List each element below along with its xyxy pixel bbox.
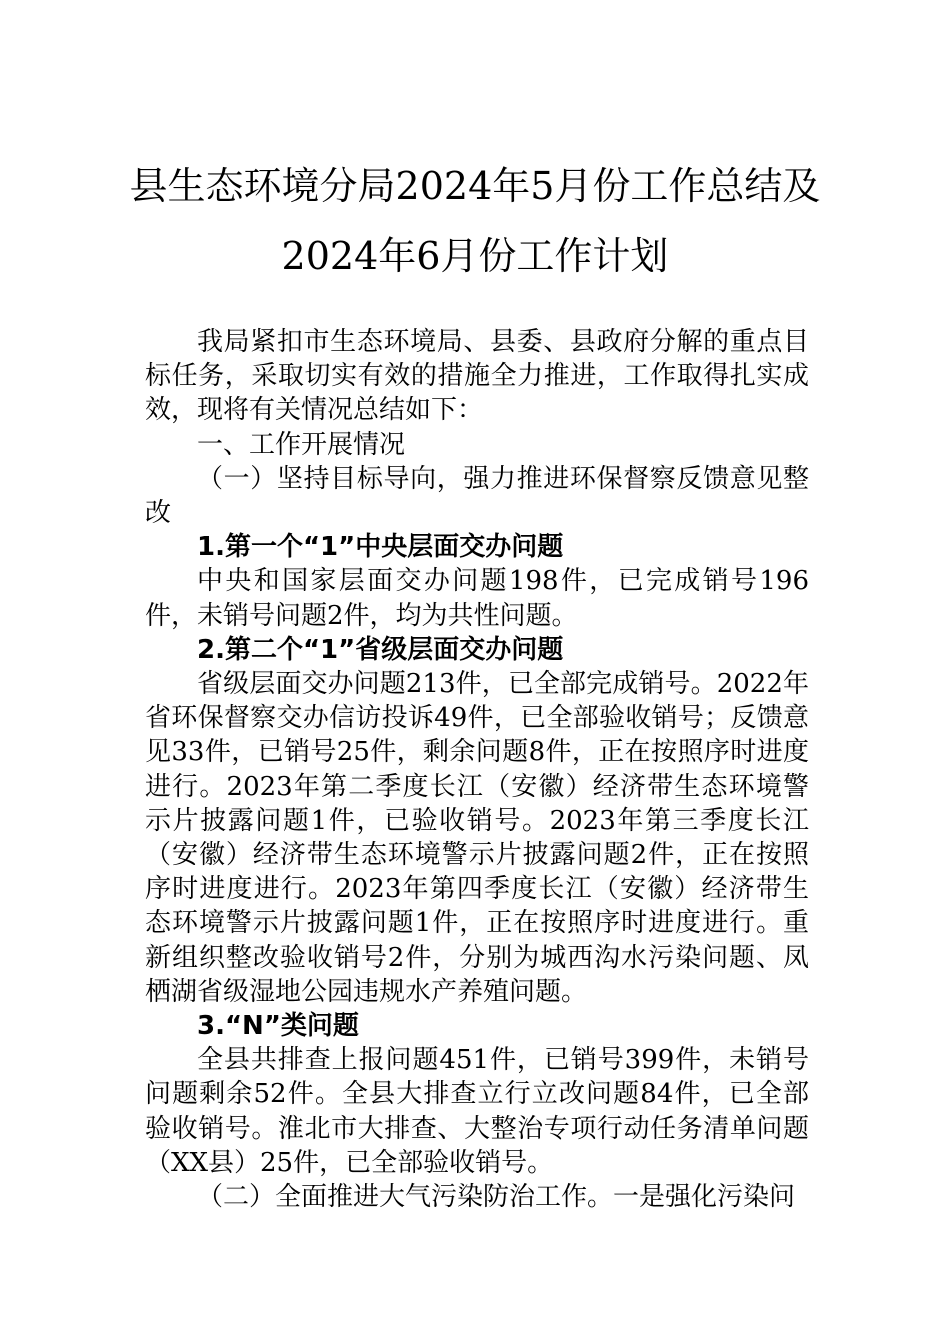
item-paragraph-3: 全县共排查上报问题451件，已销号399件，未销号问题剩余52件。全县大排查立行立改问题84件，已全部验收销号。淮北市大排查、大整治专项行动任务清单问题（XX县）25件，已全部验收销号。 — [145, 1045, 809, 1178]
document-title-line-1: 县生态环境分局2024年5月份工作总结及 — [129, 164, 821, 208]
section-heading-1: 一、工作开展情况 — [197, 429, 406, 460]
item-heading-1: 1.第一个“1”中央层面交办问题 — [197, 532, 564, 563]
item-heading-2: 2.第二个“1”省级层面交办问题 — [197, 634, 564, 665]
document-body — [145, 325, 809, 1214]
subsection-heading-1: （一）坚持目标导向，强力推进环保督察反馈意见整改 — [145, 463, 809, 529]
item-paragraph-2: 省级层面交办问题213件，已全部完成销号。2022年省环保督察交办信访投诉49件，已全部验收销号；反馈意见33件，已销号25件，剩余问题8件，正在按照序时进度进行。2023年第二季度长江（安徽）经济带生态环境警示片披露问题1件，已验收销号。2023年第三季度长江（安徽）经济带生态环境警示片披露问题2件，正在按照序时进度进行。2023年第四季度长江（安徽）经济带生态环境警示片披露问题1件，正在按照序时进度进行。重新组织整改验收销号2件，分别为城西沟水污染问题、凤栖湖省级湿地公园违规水产养殖问题。 — [145, 669, 809, 1007]
document-title-line-2: 2024年6月份工作计划 — [281, 234, 669, 278]
item-heading-3: 3.“N”类问题 — [197, 1011, 359, 1042]
intro-paragraph: 我局紧扣市生态环境局、县委、县政府分解的重点目标任务，采取切实有效的措施全力推进，工作取得扎实成效，现将有关情况总结如下： — [145, 327, 809, 426]
item-paragraph-1: 中央和国家层面交办问题198件，已完成销号196件，未销号问题2件，均为共性问题。 — [145, 566, 809, 631]
subsection-heading-2: （二）全面推进大气污染防治工作。一是强化污染问 — [197, 1182, 796, 1213]
